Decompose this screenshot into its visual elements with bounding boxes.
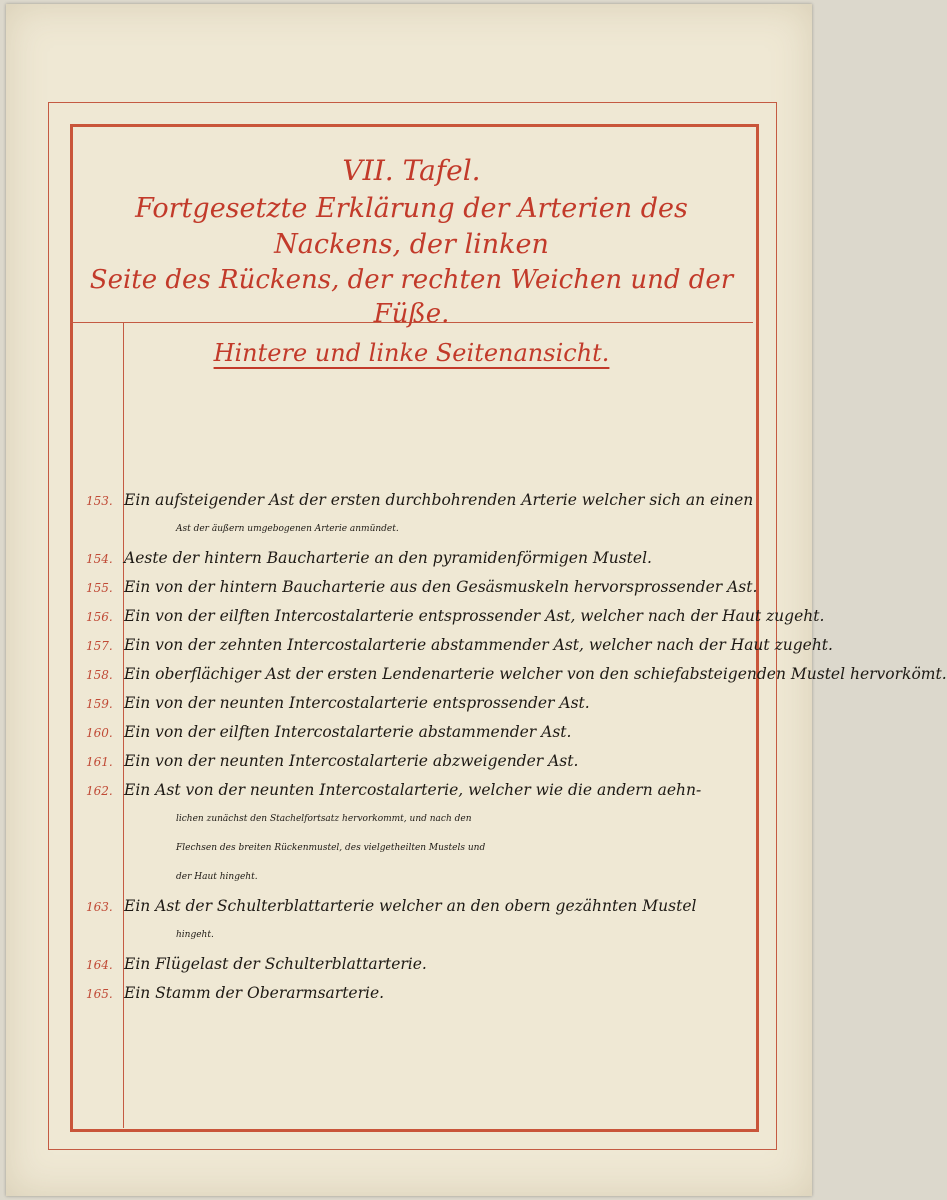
entry-line: lichen zunächst den Stachelfortsatz hervorkommt, und nach den — [176, 814, 472, 824]
manuscript-page — [6, 4, 947, 1196]
entry-number: 164. — [86, 958, 113, 972]
list-item — [86, 631, 833, 660]
title-line-1: Fortgesetzte Erklärung der Arterien des Nackens, der linken — [135, 193, 688, 260]
entry-line: der Haut hingeht. — [176, 872, 258, 882]
entry-text — [124, 892, 746, 950]
entry-text — [124, 544, 746, 573]
entry-line: Ein Ast von der neunten Intercostalarterie, welcher wie die andern aehn- — [124, 781, 702, 799]
list-item — [86, 747, 746, 776]
entry-number: 158. — [86, 668, 113, 682]
entry-line: hingeht. — [176, 930, 214, 940]
entry-number: 161. — [86, 755, 113, 769]
list-item — [86, 660, 947, 689]
entry-number: 153. — [86, 494, 113, 508]
entry-text — [124, 602, 824, 631]
entry-text — [124, 660, 947, 689]
entry-line: Ein von der eilften Intercostalarterie abstammender Ast. — [124, 723, 572, 741]
list-item — [86, 979, 746, 1008]
list-item — [86, 602, 825, 631]
page-title-block — [74, 154, 749, 371]
entry-line: Ein von der hintern Baucharterie aus den Gesäsmuskeln hervorsprossender Ast. — [124, 578, 758, 596]
entry-line: Ein von der zehnten Intercostalarterie abstammender Ast, welcher nach der Haut zugeht. — [124, 636, 833, 654]
entry-text — [124, 747, 746, 776]
entry-number: 154. — [86, 552, 113, 566]
entry-number: 165. — [86, 987, 113, 1001]
entry-line: Ein Flügelast der Schulterblattarterie. — [124, 955, 427, 973]
entry-number: 157. — [86, 639, 113, 653]
view-subtitle: Hintere und linke Seitenansicht. — [213, 339, 610, 367]
entry-line: Ein Stamm der Oberarmsarterie. — [124, 984, 385, 1002]
list-item — [86, 718, 746, 747]
entry-text — [124, 631, 833, 660]
list-item — [86, 776, 746, 892]
entry-text — [124, 486, 753, 544]
entry-line: Ein Ast der Schulterblattarterie welcher an den obern gezähnten Mustel — [124, 897, 697, 915]
list-item — [86, 486, 754, 544]
entry-number: 155. — [86, 581, 113, 595]
entry-line: Flechsen des breiten Rückenmustel, des vielgetheilten Mustels und — [176, 843, 486, 853]
entry-number: 162. — [86, 784, 113, 798]
entry-line: Ein aufsteigender Ast der ersten durchbohrenden Arterie welcher sich an einen — [124, 491, 754, 509]
entry-line: Ast der äußern umgebogenen Arterie anmündet. — [176, 524, 399, 534]
entry-line: Ein von der neunten Intercostalarterie abzweigender Ast. — [124, 752, 579, 770]
entry-number: 163. — [86, 900, 113, 914]
list-item — [86, 950, 746, 979]
title-line-2: Seite des Rückens, der rechten Weichen und der Füße. — [89, 265, 734, 329]
entry-text — [124, 573, 757, 602]
entry-text — [124, 950, 746, 979]
plate-number: VII. Tafel. — [342, 154, 481, 187]
entry-line: Ein von der neunten Intercostalarterie entsprossender Ast. — [124, 694, 590, 712]
entry-list — [86, 486, 947, 1008]
entry-text — [124, 979, 746, 1008]
entry-line: Aeste der hintern Baucharterie an den pyramidenförmigen Mustel. — [124, 549, 652, 567]
list-item — [86, 573, 758, 602]
entry-number: 159. — [86, 697, 113, 711]
entry-text — [124, 689, 746, 718]
entry-line: Ein von der eilften Intercostalarterie entsprossender Ast, welcher nach der Haut zugeht. — [124, 607, 825, 625]
entry-text — [124, 718, 746, 747]
entry-number: 156. — [86, 610, 113, 624]
list-item — [86, 544, 746, 573]
entry-line: Ein oberflächiger Ast der ersten Lendenarterie welcher von den schiefabsteigenden Mustel hervorkömt. — [124, 665, 947, 683]
list-item — [86, 892, 746, 950]
entry-number: 160. — [86, 726, 113, 740]
entry-text — [124, 776, 746, 892]
list-item — [86, 689, 746, 718]
